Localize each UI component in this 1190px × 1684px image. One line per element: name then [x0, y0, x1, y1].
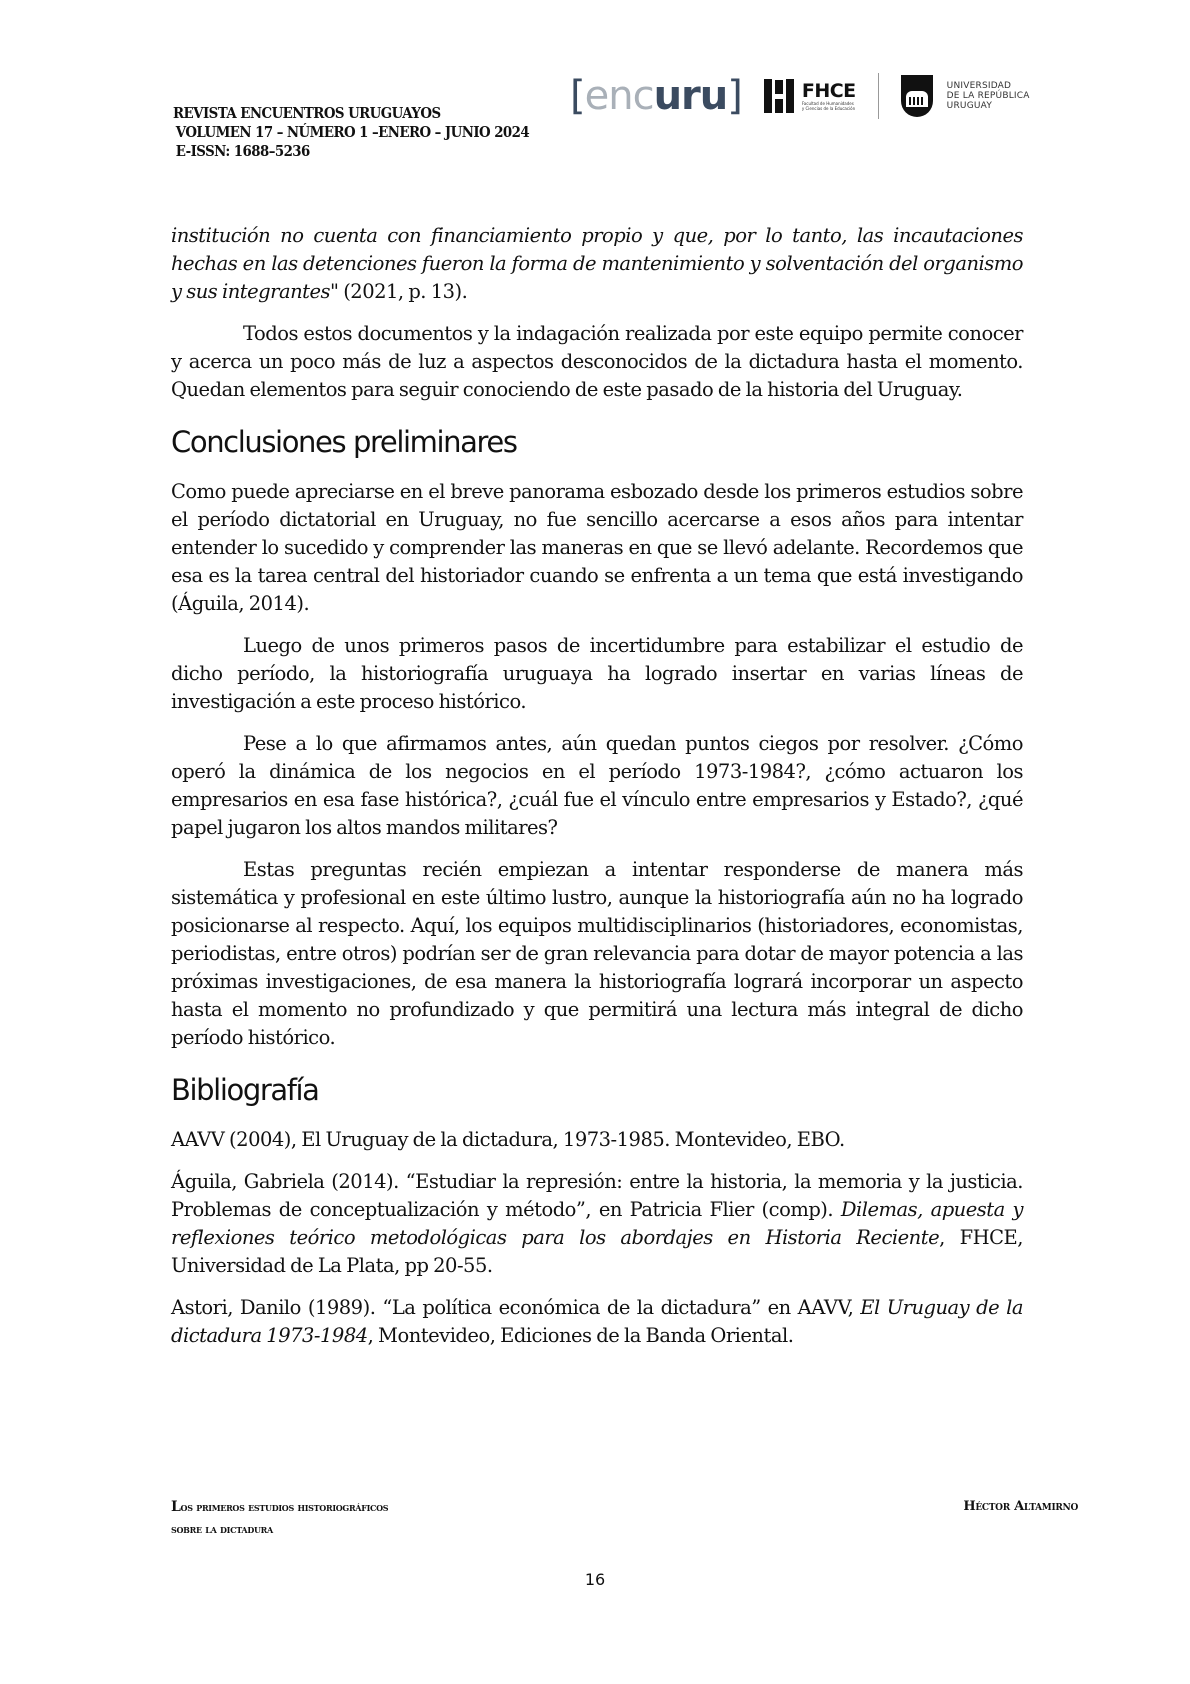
paragraph: Estas preguntas recién empiezan a intentar responderse de manera más sistemática y profesional en este último lustro, aunque la historiografía aún no ha logrado posicionarse al respecto. Aquí, los equipos multidisciplinarios (historiadores, economistas, periodistas, entre otros) podrían ser de gran relevancia para dotar de mayor potencia a las próximas investigaciones, de esa manera la historiografía logrará incorporar un aspecto hasta el momento no profundizado y que permitirá una lectura más integral de dicho período histórico. [171, 858, 1023, 1049]
paragraph: Como puede apreciarse en el breve panorama esbozado desde los primeros estudios sobre el período dictatorial en Uruguay, no fue sencillo acercarse a esos años para intentar entender lo sucedido y comprender las maneras en que se llevó adelante. Recordemos que esa es la tarea central del historiador cuando se enfrenta a un tema que está investigando (Águila, 2014). [171, 480, 1023, 615]
volume-line: VOLUMEN 17 – NÚMERO 1 –ENERO – JUNIO 2024 [175, 124, 530, 141]
section-heading-conclusions: Conclusiones preliminares [171, 425, 517, 459]
bib-entry-italic-title: Dilemas, apuesta y reflexiones teórico metodológicas para los abordajes en Historia Reciente [171, 1198, 1024, 1249]
bib-entry-italic-title: El Uruguay de la dictadura 1973-1984 [171, 1296, 1023, 1347]
logo-divider [878, 73, 879, 119]
bibliography-entry [171, 1168, 1023, 1280]
encuru-light-text: enc [584, 73, 654, 119]
journal-title: REVISTA ENCUENTROS URUGUAYOS [173, 105, 441, 122]
encuru-logo [570, 73, 742, 119]
journal-header [173, 104, 529, 161]
udelar-line-2: DE LA REPÚBLICA [946, 91, 1030, 101]
fhce-subtitle-1: Facultad de Humanidades [801, 101, 854, 106]
footer-author: Héctor Altamirno [963, 1499, 1078, 1514]
footer-article-title [171, 1496, 388, 1541]
fhce-logo [764, 76, 856, 116]
bib-entry-suffix: , Montevideo, Ediciones de la Banda Oriental. [367, 1324, 794, 1347]
fhce-mark-icon [764, 76, 794, 116]
encuru-open-bracket: [ [570, 73, 585, 119]
udelar-line-1: UNIVERSIDAD [946, 81, 1012, 91]
header-logos [570, 70, 1030, 122]
university-shield-icon [901, 75, 933, 117]
fhce-name: FHCE [801, 80, 856, 102]
issn-line: E-ISSN: 1688–5236 [175, 143, 310, 160]
encuru-close-bracket: ] [727, 73, 742, 119]
bibliography-entry [171, 1294, 1023, 1350]
paragraph: Todos estos documentos y la indagación realizada por este equipo permite conocer y acerca un poco más de luz a aspectos desconocidos de la dictadura hasta el momento. Quedan elementos para seguir conociendo de este pasado de la historia del Uruguay. [171, 322, 1023, 401]
fhce-subtitle-2: y Ciencias de la Educación [801, 106, 856, 111]
quote-citation: " (2021, p. 13). [330, 280, 468, 303]
quote-continuation [171, 222, 1023, 306]
footer-title-line-1: Los primeros estudios historiográficos [171, 1499, 389, 1515]
article-body [171, 222, 1023, 1350]
encuru-dark-text: uru [653, 73, 728, 119]
footer-title-line-2: sobre la dictadura [171, 1523, 273, 1536]
udelar-logo [901, 75, 1030, 117]
page-number: 16 [584, 1570, 606, 1589]
section-heading-bibliography: Bibliografía [171, 1073, 319, 1107]
udelar-line-3: URUGUAY [946, 101, 993, 111]
quote-italic: institución no cuenta con financiamiento propio y que, por lo tanto, las incautaciones hechas en las detenciones fueron la forma de mantenimiento y solventación del organismo y sus integrantes [171, 224, 1023, 303]
bib-entry-prefix: Astori, Danilo (1989). “La política económica de la dictadura” en AAVV, [171, 1296, 861, 1319]
paragraph: Pese a lo que afirmamos antes, aún quedan puntos ciegos por resolver. ¿Cómo operó la dinámica de los negocios en el período 1973-1984?, ¿cómo actuaron los empresarios en esa fase histórica?, ¿cuál fue el vínculo entre empresarios y Estado?, ¿qué papel jugaron los altos mandos militares? [171, 732, 1023, 839]
bibliography-entry: AAVV (2004), El Uruguay de la dictadura, 1973-1985. Montevideo, EBO. [171, 1128, 845, 1151]
bib-entry-prefix: Águila, Gabriela (2014). “Estudiar la represión: entre la historia, la memoria y la justicia. Problemas de conceptualización y método”, en Patricia Flier (comp). [171, 1170, 1023, 1221]
bib-entry-suffix: , FHCE, Universidad de La Plata, pp 20-55. [171, 1226, 1023, 1277]
paragraph: Luego de unos primeros pasos de incertidumbre para estabilizar el estudio de dicho período, la historiografía uruguaya ha logrado insertar en varias líneas de investigación a este proceso histórico. [171, 634, 1023, 713]
